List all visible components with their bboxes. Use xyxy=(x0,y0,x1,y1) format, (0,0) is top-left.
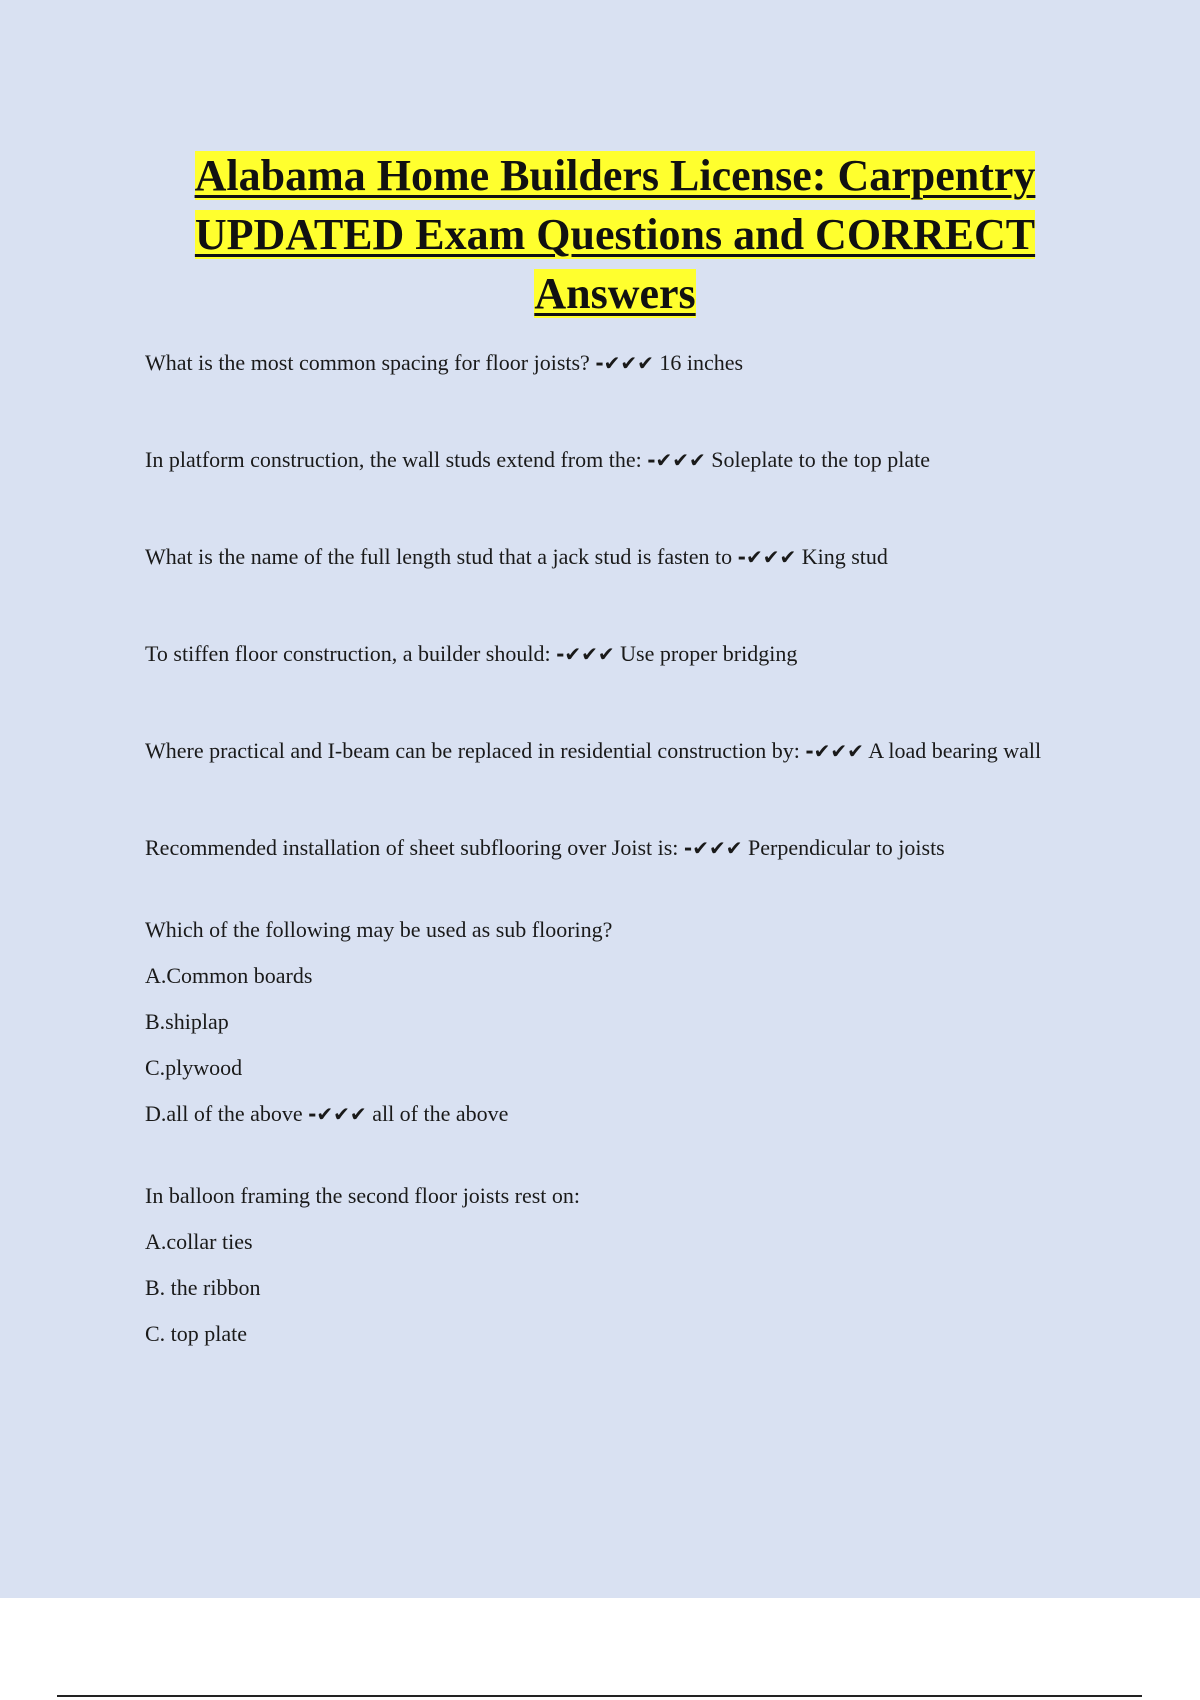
question-text: To stiffen floor construction, a builder should: xyxy=(145,641,551,666)
answer-text: 16 inches xyxy=(659,350,744,375)
option-c: C. top plate xyxy=(145,1321,248,1346)
question-item xyxy=(145,347,1085,379)
question-text: What is the most common spacing for floor joists? xyxy=(145,350,590,375)
question-item xyxy=(145,832,1085,864)
answer-check-marker: -✔✔✔ xyxy=(595,351,654,375)
option-c: C.plywood xyxy=(145,1055,243,1080)
option-b: B. the ribbon xyxy=(145,1275,261,1300)
footer-rule xyxy=(57,1695,1142,1697)
answer-check-marker: -✔✔✔ xyxy=(308,1102,367,1126)
question-item xyxy=(145,638,1085,670)
option-d-with-answer xyxy=(145,1098,1085,1130)
answer-text: King stud xyxy=(801,544,888,569)
question-text: What is the name of the full length stud that a jack stud is fasten to xyxy=(145,544,733,569)
question-text: Which of the following may be used as sub flooring? xyxy=(145,917,613,942)
answer-check-marker: -✔✔✔ xyxy=(556,642,615,666)
title-line: Alabama Home Builders License: Carpentry xyxy=(194,151,1036,200)
answer-text: A load bearing wall xyxy=(868,738,1042,763)
multiple-choice-item xyxy=(145,1180,1085,1350)
option-d: D.all of the above xyxy=(145,1101,303,1126)
title-line: UPDATED Exam Questions and CORRECT xyxy=(194,210,1036,259)
question-item xyxy=(145,541,1085,573)
answer-text: all of the above xyxy=(372,1101,509,1126)
question-list xyxy=(145,347,1085,1350)
question-text: In platform construction, the wall studs extend from the: xyxy=(145,447,642,472)
document-content xyxy=(145,146,1085,1400)
answer-text: Use proper bridging xyxy=(620,641,798,666)
option-a: A.Common boards xyxy=(145,963,313,988)
question-text: Where practical and I-beam can be replaced in residential construction by: xyxy=(145,738,800,763)
answer-check-marker: -✔✔✔ xyxy=(683,836,743,860)
option-a: A.collar ties xyxy=(145,1229,253,1254)
option-b: B.shiplap xyxy=(145,1009,229,1034)
answer-text: Perpendicular to joists xyxy=(748,835,945,860)
question-item xyxy=(145,735,1085,767)
answer-check-marker: -✔✔✔ xyxy=(647,448,706,472)
multiple-choice-item xyxy=(145,914,1085,1130)
answer-check-marker: -✔✔✔ xyxy=(805,739,864,763)
question-item xyxy=(145,444,1085,476)
question-text: In balloon framing the second floor joists rest on: xyxy=(145,1183,581,1208)
answer-text: Soleplate to the top plate xyxy=(711,447,931,472)
question-text: Recommended installation of sheet subflooring over Joist is: xyxy=(145,835,679,860)
document-title xyxy=(145,146,1085,323)
title-line: Answers xyxy=(534,269,696,318)
answer-check-marker: -✔✔✔ xyxy=(737,545,797,569)
